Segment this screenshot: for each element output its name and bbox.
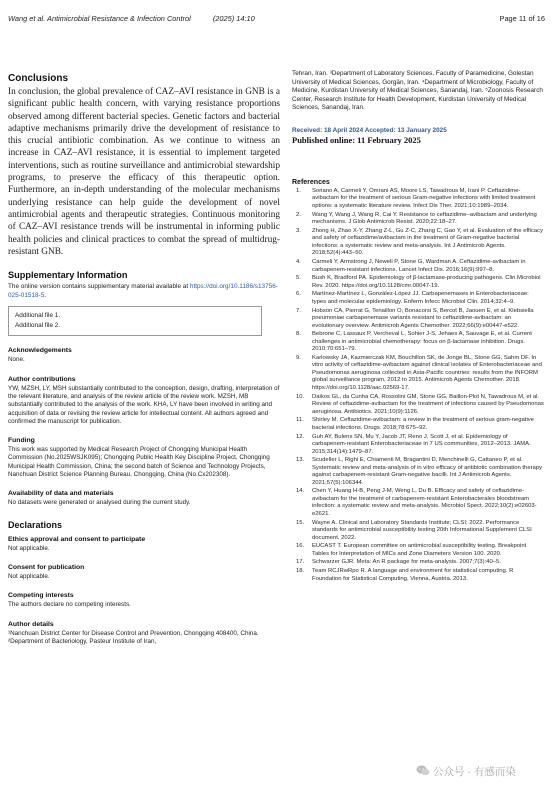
reference-number: 8. (296, 331, 301, 338)
funding-text: This work was supported by Medical Research Project of Chongqing Municipal Health Commission (No.2025WSJK095); Chongqing Public Health Key Discipline Project, Chongqing Municipal Health Commission, China; the second batch of Science and Technology Projects, Nanchuan District Science Planning Bureau, Chongqing, China (No.Cx202308). (8, 446, 270, 479)
reference-text: Daikos GL, da Cunha CA, Rossolini GM, Stone GG, Baillon-Plot N, Tawadrous M, et al. Review of ceftazidime-avibactam for the treatment of infections caused by Pseudomonas aeruginosa. Antibiotics. 2021;10(9):1126. (312, 393, 544, 415)
reference-item (292, 417, 544, 432)
funding-heading: Funding (8, 437, 35, 445)
reference-item (292, 275, 544, 290)
reference-text: Bush K, Bradford PA. Epidemiology of β-lactamase-producing pathogens. Clin Microbiol Rev. 2020. https://doi.org/10.1128/cmr.00047-19. (312, 275, 541, 289)
page-header (8, 14, 545, 28)
reference-number: 14. (296, 488, 305, 495)
article-year: (2025) 14:10 (212, 14, 255, 23)
competing-text: The authors declare no competing interests. (8, 601, 131, 609)
reference-item (292, 355, 544, 393)
reference-number: 13. (296, 457, 305, 464)
additional-file-2[interactable]: Additional file 2. (15, 322, 61, 330)
reference-item (292, 291, 544, 306)
reference-item (292, 434, 544, 457)
reference-item (292, 259, 544, 274)
reference-text: Guh AY, Bulens SN, Mu Y, Jacob JT, Reno J, Scott J, et al. Epidemiology of carbapenem-resistant Enterobacteriaceae in 7 US communities, 2012–2013. JAMA. 2015;314(14):1479–87. (312, 433, 531, 455)
acknowledgements-heading: Acknowledgements (8, 347, 72, 355)
additional-files-box (8, 306, 262, 336)
reference-number: 3. (296, 227, 301, 234)
ethics-text: Not applicable. (8, 544, 50, 552)
reference-item (292, 308, 544, 331)
reference-item (292, 394, 544, 417)
reference-item (292, 331, 544, 354)
reference-text: Scudeller L, Righi E, Chiamenti M, Bragantini D, Menchinelli G, Cattaneo P, et al. Systematic review and meta-analysis of in vitro efficacy of antibiotic combination therapy against carbapenem-resistant Gram-negative bacilli. Int J Antimicrob Agents. 2021;57(5):106344. (312, 457, 543, 486)
supplementary-link[interactable]: https://doi.org/10.1186/s13756-025-01518-5 (8, 283, 278, 299)
reference-text: Bebrone C, Lassaux P, Vercheval L, Sohier J-S, Jehaes A, Sauvage E, et al. Current challenges in antimicrobial chemotherapy: focus on β-lactamase inhibition. Drugs. 2010;70:651–79. (312, 331, 532, 353)
conclusions-text: In conclusion, the global prevalence of CAZ–AVI resistance in GNB is a significant public health concern, with varying resistance proportions observed among different bacterial species. Genetic factors and bacterial adaptive mechanisms primarily drive the development of resistance to this crucial antibiotic combination. As we continue to witness an increase in CAZ–AVI resistance, it is essential to implement targeted interventions, such as routine surveillance and antimicrobial stewardship programs, to preserve the efficacy of this therapeutic option. Furthermore, an in-depth understanding of the molecular mechanisms underlying resistance can help guide the development of novel antimicrobial agents and therapeutic strategies. Continuous monitoring of CAZ–AVI resistance trends will be instrumental in informing public health policies and clinical practices to combat the spread of multidrug-resistant GNB. (8, 87, 280, 257)
reference-item (292, 559, 544, 567)
conclusions-heading: Conclusions (8, 73, 69, 84)
supplementary-period: . (44, 291, 47, 299)
reference-number: 9. (296, 354, 301, 361)
reference-number: 6. (296, 291, 301, 298)
ethics-heading: Ethics approval and consent to participate (8, 535, 146, 543)
reference-number: 16. (296, 543, 305, 550)
reference-text: Soriano A, Carmeli Y, Omrani AS, Moore LS, Tawadrous M, Irani P. Ceftazidime-avibactam for the treatment of serious Gram-negative infections with limited treatment options: a systematic literature review. Infect Dis Ther. 2021;10:1989–2034. (312, 187, 536, 209)
contributions-text: YW, MZSH, LY, MSH substantially contributed to the conception, design, drafting, interpretation of the relevant literature, and analysis of the review article of the review work. MZSH, MB substantially contributed to the analysis of the work. KHA, LY have been involved in writing and acquisition of data or revising the review article for intellectual content. All authors agreed and confirmed the manuscript for publication. (8, 384, 280, 425)
reference-text: Karlowsky JA, Kazmierczak KM, Bouchillon SK, de Jonge BL, Stone GG, Sahm DF. In vitro activity of ceftazidime-avibactam against clinical isolates of Enterobacteriaceae and Pseudomonas aeruginosa collected in Asia-Pacific countries: results from the INFORM global surveillance program, 2012 to 2015. Antimicrob Agents Chemother. 2018. https://doi.org/10.1128/aac.02569-17. (312, 354, 542, 391)
reference-number: 10. (296, 393, 305, 400)
reference-item (292, 212, 544, 227)
wechat-icon (416, 765, 430, 776)
watermark (416, 764, 516, 779)
author-details-text: ¹Nanchuan District Center for Disease Control and Prevention, Chongqing 408400, China. ²Department of Bacteriology, Pasteur Institute of Iran, (8, 629, 259, 645)
reference-number: 18. (296, 568, 305, 575)
reference-number: 11. (296, 417, 304, 424)
declarations-heading: Declarations (8, 519, 63, 530)
reference-number: 15. (296, 519, 305, 526)
reference-number: 2. (296, 211, 301, 218)
reference-text: Martínez-Martínez L, González-López JJ. Carbapenemases in Enterobacteriaceae: types and molecular epidemiology. Enferm Infecc Microbiol Clin. 2014;32:4–9. (312, 291, 529, 305)
reference-item (292, 228, 544, 258)
reference-text: Chen Y, Huang H-B, Peng J-M, Weng L, Du B. Efficacy and safety of ceftazidime-avibactam for the treatment of carbapenem-resistant Enterobacterales bloodstream infection: a systematic review and meta-analysis. Microbiol Spect. 2022;10(2):e02603-e2621. (312, 488, 537, 517)
reference-text: Shirley M. Ceftazidime-avibactam: a review in the treatment of serious gram-negative bacterial infections. Drugs. 2018;78:675–92. (312, 417, 534, 431)
reference-text: Schwarzer GJR. Meta: An R package for meta-analysis. 2007;7(3):40–5. (312, 559, 501, 566)
consent-text: Not applicable. (8, 572, 50, 580)
reference-number: 17. (296, 559, 305, 566)
availability-text: No datasets were generated or analysed during the current study. (8, 499, 191, 507)
references-heading: References (292, 178, 330, 186)
reference-number: 12. (296, 433, 305, 440)
reference-number: 4. (296, 259, 301, 266)
supplementary-heading: Supplementary Information (8, 270, 128, 281)
left-column (8, 70, 280, 646)
watermark-text: 公众号 · 有感而染 (433, 766, 516, 778)
supplementary-intro: The online version contains supplementary material available at (8, 283, 190, 291)
author-details-heading: Author details (8, 620, 54, 628)
author-details-continued: Tehran, Iran. ³Department of Laboratory Sciences, Faculty of Paramedicine, Golestan University of Medical Sciences, Gorgān, Iran. ⁴Department of Microbiology, Faculty of Medicine, Kurdistan University of Medical Sciences, Sanandaj, Iran. ⁵Zoonosis Research Center, Research Institute for Health Development, Kurdistan University of Medical Sciences, Sanandaj, Iran. (292, 70, 543, 112)
reference-number: 5. (296, 275, 301, 282)
reference-item (292, 488, 544, 518)
right-column (292, 70, 544, 584)
acknowledgements-text: None. (8, 356, 25, 364)
reference-text: Zhong H, Zhao X-Y, Zhang Z-L, Gu Z-C, Zhang C, Gao Y, et al. Evaluation of the efficacy and safety of ceftazidime/avibactam in the treatment of Gram-negative bacterial infections: a systematic review and meta-analysis. Int J Antimicrob Agents. 2018;52(4):443–50. (312, 227, 544, 257)
published-date: Published online: 11 February 2025 (292, 134, 421, 145)
reference-item (292, 568, 544, 583)
reference-text: EUCAST T. European committee on antimicrobial susceptibility testing. Breakpoint Tables for Interpretation of MICs and Zone Diameters Version 100. 2020. (312, 543, 527, 557)
availability-heading: Availability of data and materials (8, 490, 114, 498)
reference-text: Wang Y, Wang J, Wang R, Cai Y. Resistance to ceftazidime–avibactam and underlying mechanisms. J Glob Antimicrob Resist. 2020;22:18–27. (312, 211, 537, 226)
journal-citation: Wang et al. Antimicrobial Resistance & Infection Control (8, 14, 191, 23)
supplementary-text (8, 283, 280, 300)
reference-number: 7. (296, 307, 301, 314)
reference-item (292, 520, 544, 543)
reference-text: Wayne A. Clinical and Laboratory Standards Institute; CLSI; 2022. Performance standards for antimicrobial susceptibility testing 20th Informational Supplement CLSI document. 2022. (312, 519, 532, 541)
reference-item (292, 188, 544, 211)
reference-text: Hobson CA, Pierrat G, Tenaillon O, Bonacorsi S, Bercot B, Jaouen E, et al. Klebsiella pneumoniae carbapenemase variants resistant to ceftazidime-avibactam: an evolutionary overview. Antimicrob Agents Chemother. 2022;66(9):e00447-e522. (312, 307, 534, 329)
consent-heading: Consent for publication (8, 563, 85, 571)
contributions-heading: Author contributions (8, 375, 76, 383)
reference-number: 1. (296, 187, 301, 194)
reference-text: Team RCJRwRpo R. A language and environment for statistical computing. R Foundation for Statistical Computing, Vienna, Austria. 2013. (312, 568, 514, 582)
received-accepted-dates: Received: 18 April 2024 Accepted: 13 January 2025 (292, 126, 447, 134)
competing-heading: Competing interests (8, 592, 74, 600)
reference-item (292, 457, 544, 487)
reference-text: Carmeli Y, Armstrong J, Newell P, Stone G, Wardman A. Ceftazidime-avibactam in carbapenem-resistant infections. Lancet Infect Dis. 2016;16(9):997–8. (312, 259, 526, 273)
page-number: Page 11 of 16 (499, 14, 545, 23)
additional-file-1[interactable]: Additional file 1. (15, 312, 61, 320)
running-head (8, 14, 255, 23)
reference-item (292, 543, 544, 558)
references-list (292, 188, 544, 583)
